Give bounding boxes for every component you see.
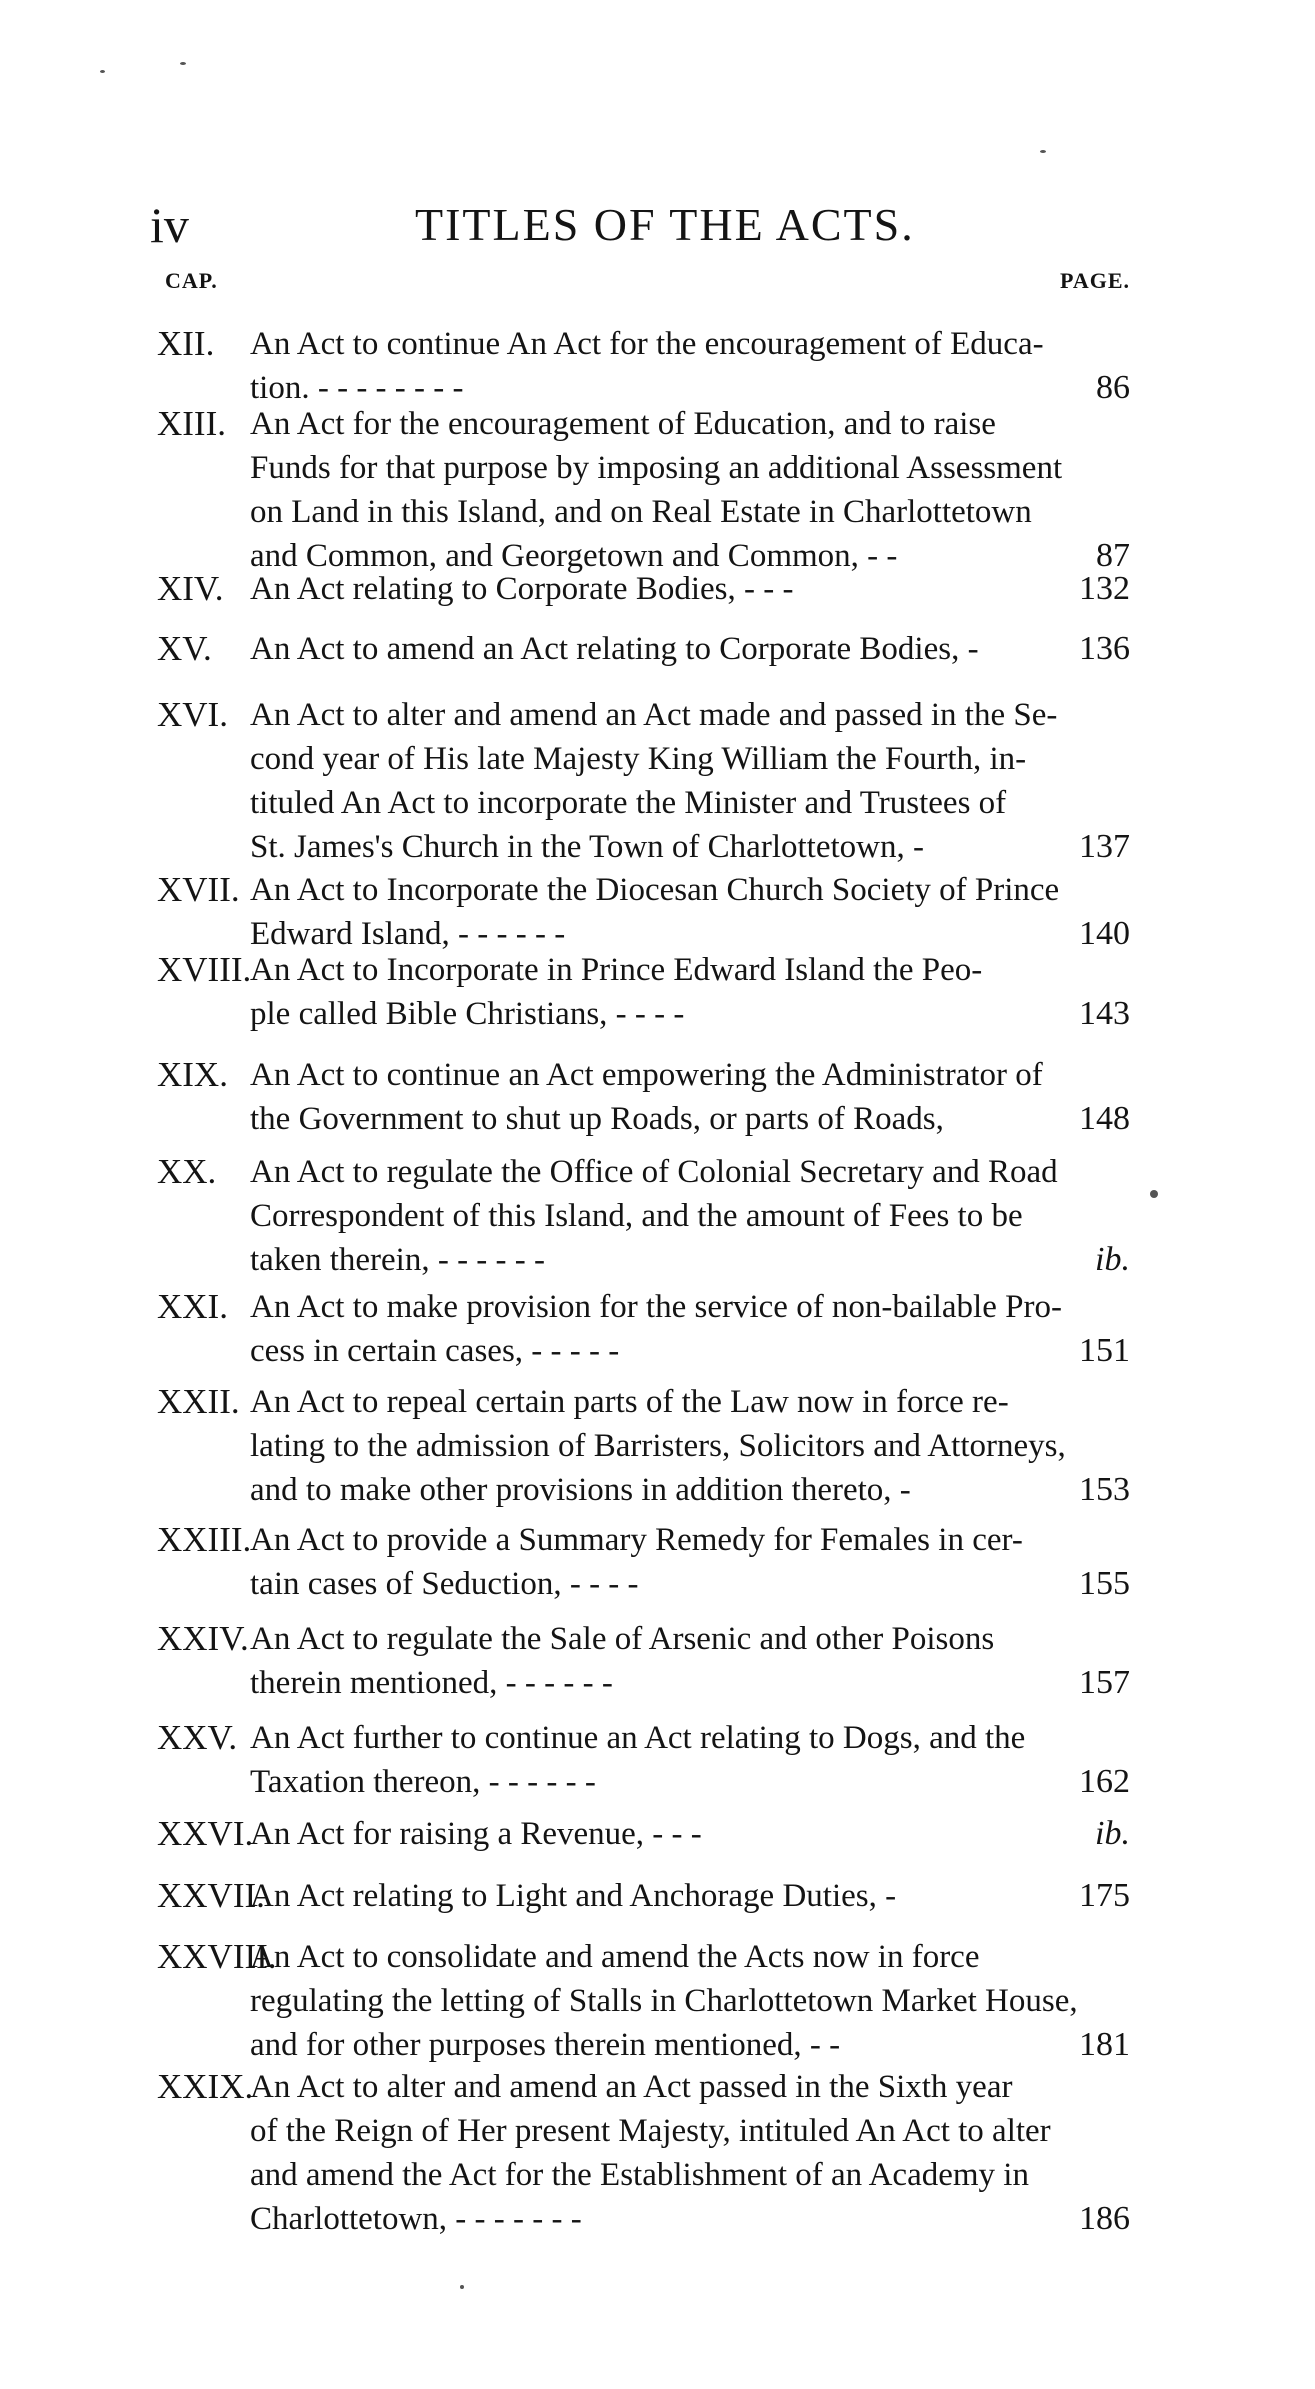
scan-speck [1040,150,1046,153]
chapter-number: XXVIII. [157,1937,277,1976]
act-title-line: An Act to Incorporate the Diocesan Church Society of Prince [250,872,1060,908]
page-reference: 136 [1079,630,1130,667]
act-title [250,1935,1078,2067]
page-column-heading: PAGE. [1060,268,1130,293]
act-title [250,567,1050,611]
act-title-line: and to make other provisions in addition thereto, - [250,1472,911,1508]
act-title [250,2065,1050,2241]
act-title-line: An Act to regulate the Office of Colonial Secretary and Road [250,1154,1058,1190]
act-title-line: An Act to repeal certain parts of the Law now in force re- [250,1384,1009,1420]
act-title [250,1874,1050,1918]
cap-column-heading: CAP. [165,268,218,293]
chapter-number: XVII. [157,870,240,909]
act-title [250,1617,1050,1705]
act-title [250,693,1058,869]
page-number: iv [150,197,189,253]
act-title-line: An Act relating to Corporate Bodies, - - - [250,571,794,607]
act-title-line: tituled An Act to incorporate the Minister and Trustees of [250,785,1007,821]
act-title [250,1285,1062,1373]
scan-speck [1150,1190,1158,1198]
page-reference: 140 [1079,915,1130,952]
act-title-line: tain cases of Seduction, - - - - [250,1566,639,1602]
act-title [250,627,1050,671]
act-title-line: Charlottetown, - - - - - - - [250,2201,582,2237]
act-title-line: regulating the letting of Stalls in Charlottetown Market House, [250,1983,1078,2019]
act-title-line: lating to the admission of Barristers, Solicitors and Attorneys, [250,1428,1066,1464]
act-title-line: of the Reign of Her present Majesty, intituled An Act to alter [250,2113,1051,2149]
page-reference: 186 [1079,2200,1130,2237]
chapter-number: XXVI. [157,1814,254,1853]
act-title [250,1812,1050,1856]
scan-speck [460,2285,464,2289]
chapter-number: XXVII. [157,1876,265,1915]
page-reference: 87 [1096,537,1130,574]
act-title-line: and for other purposes therein mentioned, - - [250,2027,841,2063]
page-reference: ib. [1095,1815,1130,1852]
act-title-line: cess in certain cases, - - - - - [250,1333,620,1369]
page-reference: 148 [1079,1100,1130,1137]
act-title [250,1518,1050,1606]
act-title-line: An Act to provide a Summary Remedy for Females in cer- [250,1522,1023,1558]
page-reference: 175 [1079,1877,1130,1914]
act-title-line: Correspondent of this Island, and the amount of Fees to be [250,1198,1023,1234]
act-title-line: An Act to make provision for the service of non-bailable Pro- [250,1289,1062,1325]
act-title-line: An Act to continue An Act for the encouragement of Educa- [250,326,1044,362]
act-title-line: therein mentioned, - - - - - - [250,1665,613,1701]
page-reference: 151 [1079,1332,1130,1369]
act-title-line: An Act relating to Light and Anchorage Duties, - [250,1878,897,1914]
act-title-line: An Act to consolidate and amend the Acts now in force [250,1939,980,1975]
act-title-line: and Common, and Georgetown and Common, - - [250,538,898,574]
page-reference: 143 [1079,995,1130,1032]
act-title [250,1053,1050,1141]
chapter-number: XXIV. [157,1619,249,1658]
chapter-number: XIV. [157,569,224,608]
act-title [250,1716,1050,1804]
chapter-number: XX. [157,1152,217,1191]
act-title [250,322,1050,410]
act-title-line: on Land in this Island, and on Real Estate in Charlottetown [250,494,1032,530]
act-title-line: Funds for that purpose by imposing an additional Assessment [250,450,1063,486]
act-title-line: and amend the Act for the Establishment of an Academy in [250,2157,1029,2193]
act-title [250,1380,1066,1512]
act-title-line: Taxation thereon, - - - - - - [250,1764,596,1800]
act-title-line: An Act to alter and amend an Act passed in the Sixth year [250,2069,1013,2105]
act-title [250,868,1060,956]
act-title [250,1150,1058,1282]
chapter-number: XV. [157,629,212,668]
chapter-number: XIX. [157,1055,228,1094]
page-reference: 132 [1079,570,1130,607]
act-title-line: An Act to regulate the Sale of Arsenic and other Poisons [250,1621,995,1657]
chapter-number: XVIII. [157,950,252,989]
act-title-line: An Act further to continue an Act relating to Dogs, and the [250,1720,1026,1756]
act-title-line: St. James's Church in the Town of Charlottetown, - [250,829,924,865]
act-title-line: tion. - - - - - - - - [250,370,464,406]
chapter-number: XII. [157,324,215,363]
scan-speck [100,70,105,73]
page-reference: 155 [1079,1565,1130,1602]
act-title-line: An Act for raising a Revenue, - - - [250,1816,702,1852]
chapter-number: XXIX. [157,2067,254,2106]
chapter-number: XIII. [157,404,226,443]
page-reference: ib. [1095,1241,1130,1278]
act-title-line: An Act to alter and amend an Act made and passed in the Se- [250,697,1058,733]
chapter-number: XXV. [157,1718,238,1757]
act-title-line: Edward Island, - - - - - - [250,916,566,952]
page-reference: 162 [1079,1763,1130,1800]
act-title-line: the Government to shut up Roads, or parts of Roads, [250,1101,944,1137]
chapter-number: XXII. [157,1382,240,1421]
act-title-line: cond year of His late Majesty King William the Fourth, in- [250,741,1027,777]
act-title-line: taken therein, - - - - - - [250,1242,546,1278]
page-reference: 157 [1079,1664,1130,1701]
page-reference: 181 [1079,2026,1130,2063]
act-title-line: An Act to continue an Act empowering the Administrator of [250,1057,1043,1093]
page-title: TITLES OF THE ACTS. [415,199,915,250]
act-title-line: An Act to Incorporate in Prince Edward Island the Peo- [250,952,983,988]
scan-speck [180,62,186,65]
page-reference: 153 [1079,1471,1130,1508]
act-title-line: An Act to amend an Act relating to Corporate Bodies, - [250,631,979,667]
page-reference: 86 [1096,369,1130,406]
act-title [250,948,1050,1036]
chapter-number: XXI. [157,1287,228,1326]
act-title-line: An Act for the encouragement of Education, and to raise [250,406,996,442]
page-reference: 137 [1079,828,1130,865]
chapter-number: XXIII. [157,1520,252,1559]
act-title [250,402,1063,578]
act-title-line: ple called Bible Christians, - - - - [250,996,685,1032]
chapter-number: XVI. [157,695,228,734]
